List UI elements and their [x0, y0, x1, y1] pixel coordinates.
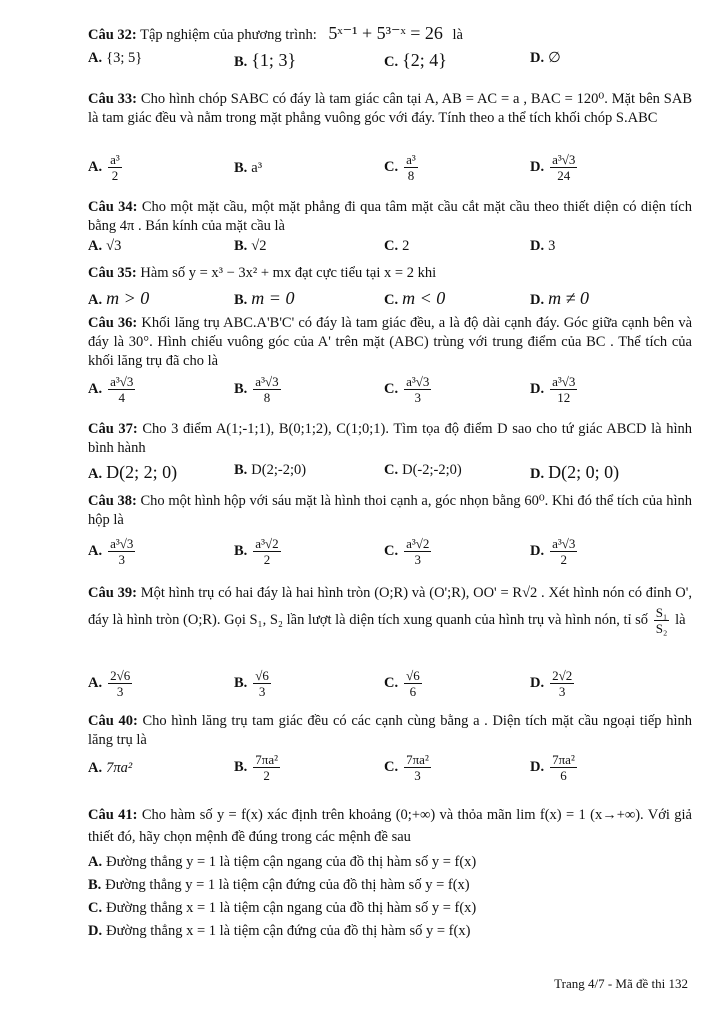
- option-c[interactable]: C. $\frac{\text{a³}}{8}$: [384, 152, 416, 183]
- option-c[interactable]: C. D(-2;-2;0): [384, 462, 462, 478]
- question-35: Câu 35: Hàm số y = x³ − 3x² + mx đạt cực tiểu tại x = 2 khi: [88, 265, 437, 281]
- option-b[interactable]: B. √2: [234, 238, 267, 254]
- question-41: Câu 41: Cho hàm số y = f(x) xác định trên khoảng (0;+∞) và thỏa mãn lim f(x) = 1 (x→+∞). Với giả thiết đó, hãy chọn mệnh đề đúng trong các mệnh đề sau: [88, 807, 692, 845]
- option-c[interactable]: C. $\frac{\text{7πa²}}{3}$: [384, 752, 429, 783]
- options-33: [88, 152, 692, 192]
- option-c[interactable]: C. 2: [384, 238, 410, 254]
- option-d[interactable]: D. $\frac{\text{a³√3}}{12}$: [530, 374, 576, 405]
- options-32: [88, 50, 692, 78]
- statement-d[interactable]: D. Đường thẳng x = 1 là tiệm cận đứng của đồ thị hàm số y = f(x): [88, 923, 471, 939]
- option-b[interactable]: B. D(2;-2;0): [234, 462, 307, 478]
- option-b[interactable]: B. $\frac{√6}{3}$: [234, 668, 269, 699]
- question-39: Câu 39: Một hình trụ có hai đáy là hai hình tròn (O;R) và (O';R), OO' = R√2 . Xét hình nón có đỉnh O', đáy là hình tròn (O;R). Gọi S₁, S₂ lần lượt là diện tích xung quanh của hình trụ và hình nón, tỉ số $\frac{\text{S₁}}{\text{S₂}}$ là: [88, 585, 692, 636]
- statement-a[interactable]: A. Đường thẳng y = 1 là tiệm cận ngang của đồ thị hàm số y = f(x): [88, 854, 477, 870]
- options-36: [88, 374, 692, 414]
- option-a[interactable]: A. D(2; 2; 0): [88, 462, 178, 482]
- option-b[interactable]: B. $\frac{\text{a³√2}}{2}$: [234, 536, 279, 567]
- option-a[interactable]: A. $\frac{2√6}{3}$: [88, 668, 131, 699]
- question-36: Câu 36: Khối lăng trụ ABC.A'B'C' có đáy là tam giác đều, a là độ dài cạnh đáy. Góc giữa cạnh bên và đáy là 30°. Hình chiếu vuông góc của A' trên mặt (ABC) trùng với trung điểm của BC . Thể tích của khối lăng trụ đã cho là: [88, 315, 693, 369]
- statement-c[interactable]: C. Đường thẳng x = 1 là tiệm cận ngang của đồ thị hàm số y = f(x): [88, 900, 477, 916]
- option-d[interactable]: D. $\frac{\text{a³√3}}{24}$: [530, 152, 576, 183]
- option-a[interactable]: A. {3; 5}: [88, 50, 143, 66]
- option-a[interactable]: A. $\frac{\text{a³}}{2}$: [88, 152, 120, 183]
- question-32: Câu 32: Tập nghiệm của phương trình: 5ˣ⁻¹ + 5³⁻ˣ = 26 là: [88, 23, 463, 43]
- question-40: Câu 40: Cho hình lăng trụ tam giác đều có các cạnh cùng bằng a . Diện tích mặt cầu ngoại tiếp hình lăng trụ là: [88, 713, 692, 748]
- option-d[interactable]: D. 3: [530, 238, 556, 254]
- option-d[interactable]: D. $\frac{\text{7πa²}}{6}$: [530, 752, 575, 783]
- equation: 5ˣ⁻¹ + 5³⁻ˣ = 26: [328, 23, 443, 43]
- statement-b[interactable]: B. Đường thẳng y = 1 là tiệm cận đứng của đồ thị hàm số y = f(x): [88, 877, 470, 893]
- option-c[interactable]: C. {2; 4}: [384, 50, 447, 70]
- option-d[interactable]: D. $\frac{2√2}{3}$: [530, 668, 573, 699]
- option-c[interactable]: C. $\frac{√6}{6}$: [384, 668, 420, 699]
- option-b[interactable]: B. $\frac{\text{a³√3}}{8}$: [234, 374, 279, 405]
- option-b[interactable]: B. m = 0: [234, 288, 295, 308]
- option-d[interactable]: D. ∅: [530, 50, 561, 66]
- question-33: Câu 33: Cho hình chóp SABC có đáy là tam giác cân tại A, AB = AC = a , BAC = 120⁰. Mặt bên SAB là tam giác đều và nằm trong mặt phẳng vuông góc với đáy. Tính theo a thể tích khối chóp S.ABC: [88, 91, 693, 126]
- options-40: [88, 752, 692, 792]
- option-d[interactable]: D. D(2; 0; 0): [530, 462, 620, 482]
- ratio-fraction: $\frac{\text{S₁}}{\text{S₂}}$: [655, 605, 668, 636]
- option-d[interactable]: D. m ≠ 0: [530, 288, 589, 308]
- option-b[interactable]: B. $\frac{\text{7πa²}}{2}$: [234, 752, 279, 783]
- option-a[interactable]: A. $\frac{\text{a³√3}}{4}$: [88, 374, 134, 405]
- option-a[interactable]: A. m > 0: [88, 288, 150, 308]
- option-a[interactable]: A. 7πa²: [88, 760, 133, 776]
- options-34: [88, 238, 692, 266]
- options-38: [88, 536, 692, 576]
- option-a[interactable]: A. √3: [88, 238, 122, 254]
- options-35: [88, 288, 692, 316]
- question-37: Câu 37: Cho 3 điểm A(1;-1;1), B(0;1;2), C(1;0;1). Tìm tọa độ điểm D sao cho tứ giác ABCD là hình bình hành: [88, 421, 692, 456]
- option-b[interactable]: B. {1; 3}: [234, 50, 297, 70]
- page-footer: Trang 4/7 - Mã đề thi 132: [554, 976, 688, 991]
- question-38: Câu 38: Cho một hình hộp với sáu mặt là hình thoi cạnh a, góc nhọn bằng 60⁰. Khi đó thể tích của hình hộp là: [88, 493, 692, 528]
- option-c[interactable]: C. m < 0: [384, 288, 446, 308]
- question-34: Câu 34: Cho một mặt cầu, một mặt phẳng đi qua tâm mặt cầu cắt mặt cầu theo thiết diện có diện tích bằng 4π . Bán kính của mặt cầu là: [88, 199, 692, 234]
- option-a[interactable]: A. $\frac{\text{a³√3}}{3}$: [88, 536, 134, 567]
- options-39: [88, 668, 692, 708]
- option-d[interactable]: D. $\frac{\text{a³√3}}{2}$: [530, 536, 576, 567]
- option-b[interactable]: B. a³: [234, 160, 263, 176]
- option-c[interactable]: C. $\frac{\text{a³√2}}{3}$: [384, 536, 430, 567]
- options-37: [88, 462, 692, 490]
- option-c[interactable]: C. $\frac{\text{a³√3}}{3}$: [384, 374, 430, 405]
